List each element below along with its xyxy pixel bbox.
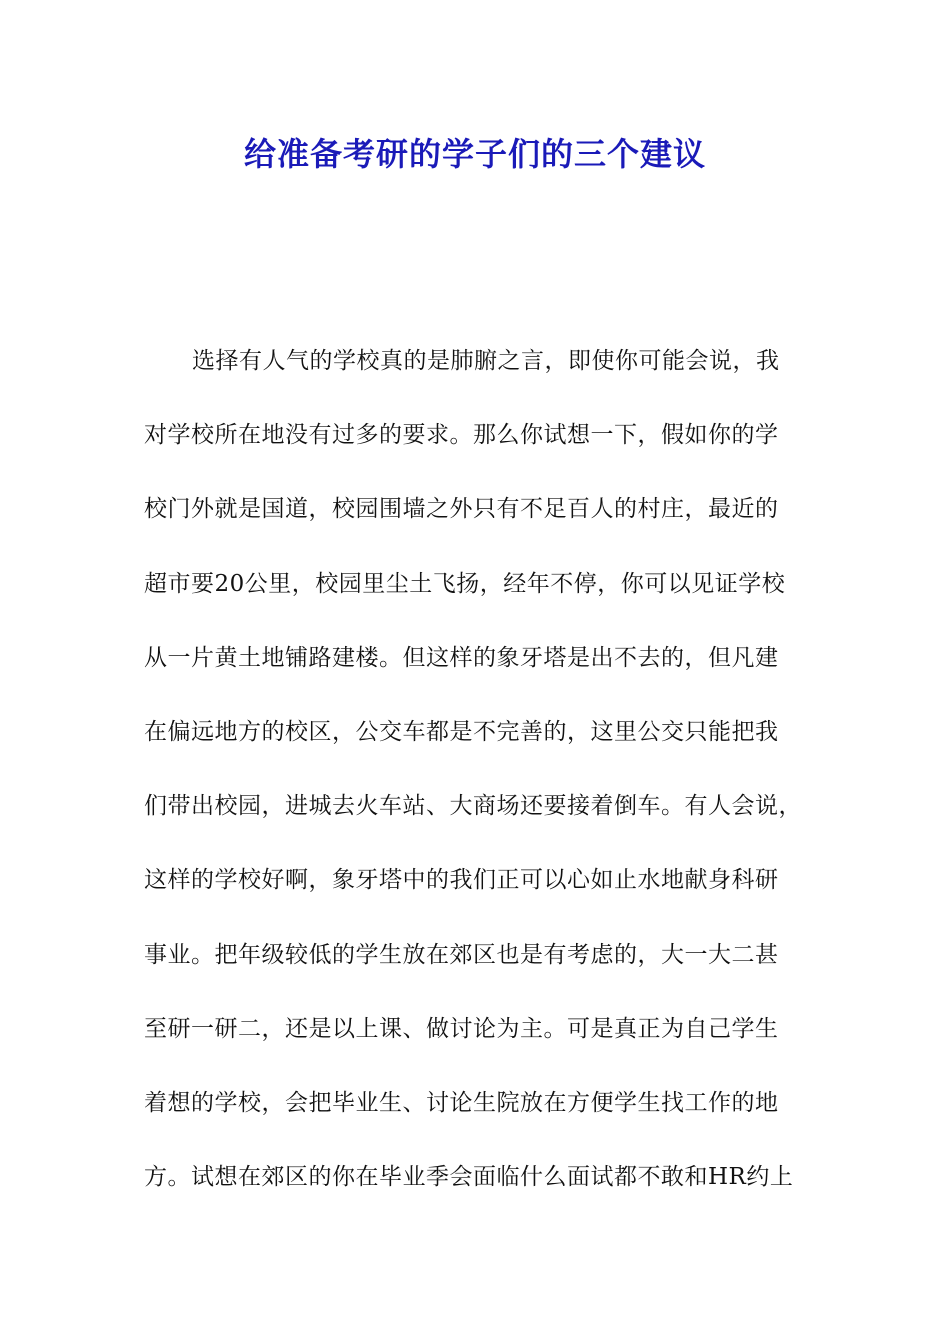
text-line: 着想的学校，会把毕业生、讨论生院放在方便学生找工作的地 xyxy=(144,1089,779,1116)
text-line: 超市要20公里，校园里尘土飞扬，经年不停，你可以见证学校 xyxy=(144,570,786,597)
text-line: 在偏远地方的校区，公交车都是不完善的，这里公交只能把我 xyxy=(144,718,779,745)
document-title: 给准备考研的学子们的三个建议 xyxy=(243,135,706,173)
text-line: 校门外就是国道，校园围墙之外只有不足百人的村庄，最近的 xyxy=(144,496,779,523)
text-line: 至研一研二，还是以上课、做讨论为主。可是真正为自己学生 xyxy=(144,1015,779,1042)
text-line: 们带出校园，进城去火车站、大商场还要接着倒车。有人会说， xyxy=(144,793,802,820)
text-line: 事业。把年级较低的学生放在郊区也是有考虑的，大一大二甚 xyxy=(144,941,779,968)
text-line: 这样的学校好啊，象牙塔中的我们正可以心如止水地献身科研 xyxy=(144,867,779,894)
text-line: 从一片黄土地铺路建楼。但这样的象牙塔是出不去的，但凡建 xyxy=(144,644,779,671)
text-line: 对学校所在地没有过多的要求。那么你试想一下，假如你的学 xyxy=(144,422,779,449)
document-body xyxy=(144,337,814,1227)
text-line: 方。试想在郊区的你在毕业季会面临什么面试都不敢和HR约上 xyxy=(144,1164,794,1191)
text-line: 选择有人气的学校真的是肺腑之言，即使你可能会说，我 xyxy=(192,348,780,374)
